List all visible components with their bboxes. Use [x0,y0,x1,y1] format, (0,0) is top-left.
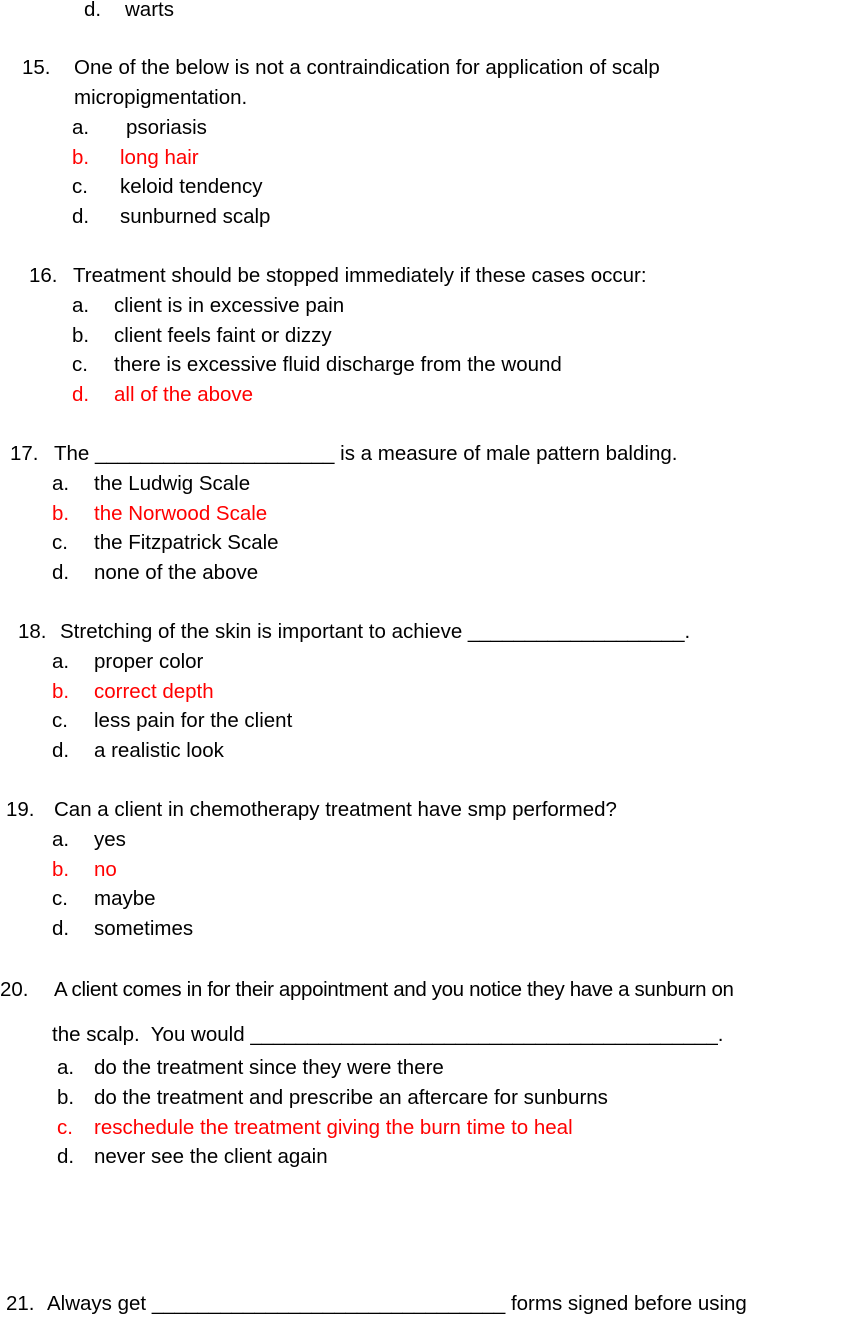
question-text: A client comes in for their appointment and you notice they have a sunburn on [54,978,734,1001]
option-text: a realistic look [94,739,224,762]
option-letter: d. [52,739,70,762]
question-text: micropigmentation. [74,86,248,109]
option-text: warts [125,0,174,21]
question-number: 19. [6,798,35,821]
option-text-answer: reschedule the treatment giving the burn time to heal [94,1116,573,1139]
option-text-answer: long hair [120,146,199,169]
question-text: Always get _______________________________ forms signed before using [47,1292,747,1315]
option-letter: b. [57,1086,75,1109]
question-text: One of the below is not a contraindication for application of scalp [74,56,660,79]
option-letter-answer: d. [72,383,90,406]
option-text: sunburned scalp [120,205,271,228]
question-text: Stretching of the skin is important to achieve ___________________. [60,620,691,643]
option-letter-answer: b. [52,502,70,525]
option-letter: a. [57,1056,75,1079]
option-letter: c. [52,531,68,554]
option-text: less pain for the client [94,709,293,732]
option-letter: a. [52,828,70,851]
question-text: the scalp. You would _________________________________________. [52,1023,724,1046]
option-text: maybe [94,887,156,910]
option-letter: d. [84,0,102,21]
option-text: none of the above [94,561,259,584]
option-letter-answer: b. [72,146,90,169]
question-text: Can a client in chemotherapy treatment have smp performed? [54,798,617,821]
option-letter: a. [72,116,90,139]
option-letter: c. [52,709,68,732]
option-letter: d. [52,561,70,584]
option-letter: a. [72,294,90,317]
option-text: sometimes [94,917,194,940]
option-text: the Ludwig Scale [94,472,251,495]
option-text: proper color [94,650,204,673]
option-letter: c. [72,175,88,198]
option-letter: d. [72,205,90,228]
question-text: The _____________________ is a measure of male pattern balding. [54,442,678,465]
option-text-answer: all of the above [114,383,254,406]
option-text: never see the client again [94,1145,328,1168]
option-text: psoriasis [126,116,207,139]
question-number: 21. [6,1292,35,1315]
option-text: there is excessive fluid discharge from the wound [114,353,562,376]
option-text: do the treatment since they were there [94,1056,444,1079]
question-text: Treatment should be stopped immediately if these cases occur: [73,264,647,287]
option-letter: a. [52,650,70,673]
option-text: keloid tendency [120,175,263,198]
question-number: 15. [22,56,51,79]
option-text: do the treatment and prescribe an aftercare for sunburns [94,1086,608,1109]
question-number: 16. [29,264,58,287]
question-number: 17. [10,442,39,465]
option-text: client feels faint or dizzy [114,324,332,347]
option-text-answer: the Norwood Scale [94,502,268,525]
option-text: client is in excessive pain [114,294,345,317]
option-letter-answer: c. [57,1116,73,1139]
option-letter: d. [52,917,70,940]
question-number: 20. [0,978,29,1001]
option-text: yes [94,828,126,851]
option-text-answer: no [94,858,117,881]
question-number: 18. [18,620,47,643]
option-letter: d. [57,1145,75,1168]
option-letter: b. [72,324,90,347]
option-letter-answer: b. [52,680,70,703]
option-letter: c. [72,353,88,376]
option-text-answer: correct depth [94,680,214,703]
option-letter: c. [52,887,68,910]
option-letter: a. [52,472,70,495]
option-text: the Fitzpatrick Scale [94,531,279,554]
option-letter-answer: b. [52,858,70,881]
